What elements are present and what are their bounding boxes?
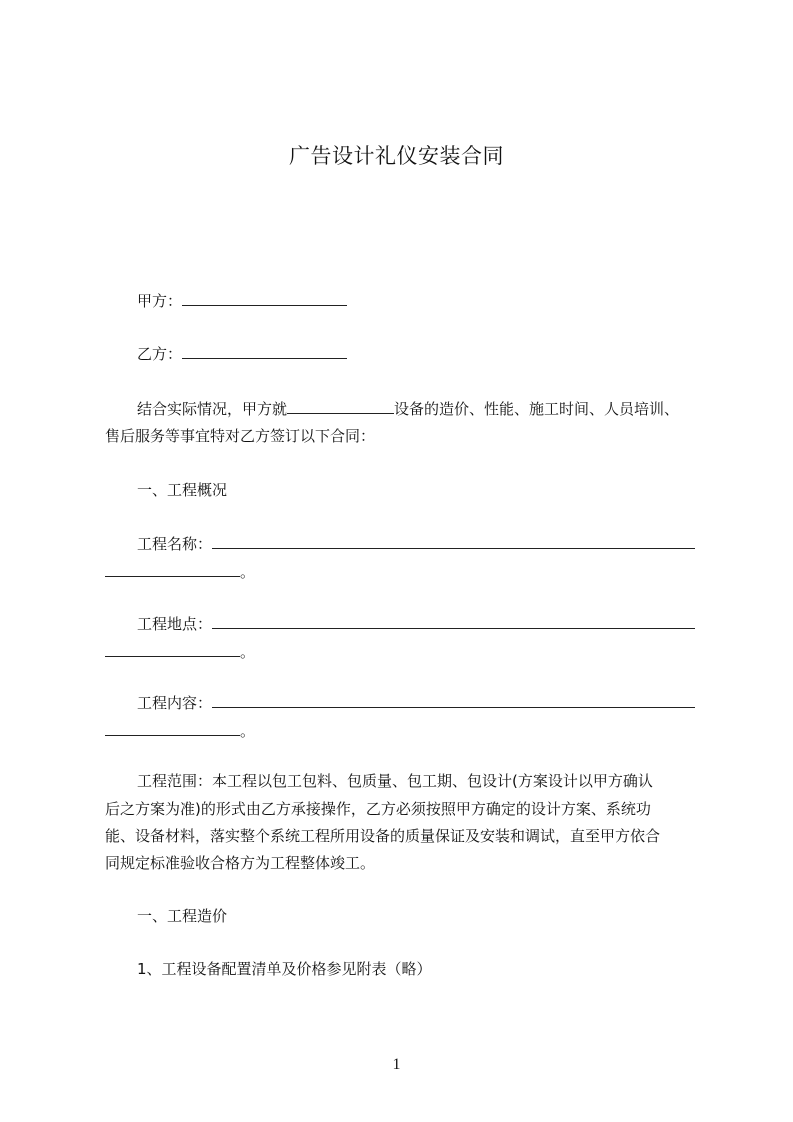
project-name-line-2 <box>105 561 255 582</box>
project-content-line <box>137 692 695 713</box>
party-a-blank[interactable] <box>182 290 347 306</box>
project-location-blank-2[interactable] <box>105 641 240 657</box>
scope-line-3: 能、设备材料，落实整个系统工程所用设备的质量保证及安装和调试，直至甲方依合 <box>105 827 661 845</box>
party-b-label: 乙方： <box>137 345 183 363</box>
document-title: 广告设计礼仪安装合同 <box>289 144 504 168</box>
project-location-label: 工程地点： <box>137 615 213 633</box>
party-a-label: 甲方： <box>137 292 183 310</box>
intro-line-1 <box>137 398 679 419</box>
project-location-blank[interactable] <box>212 613 695 629</box>
party-b-line <box>137 343 347 364</box>
intro-text-part1: 结合实际情况，甲方就 <box>137 400 288 418</box>
project-location-line <box>137 613 695 634</box>
intro-line-2: 售后服务等事宜特对乙方签订以下合同： <box>105 427 376 445</box>
project-content-end-mark: 。 <box>240 722 256 740</box>
intro-text-part2: 设备的造价、性能、施工时间、人员培训、 <box>394 400 680 418</box>
project-content-label: 工程内容： <box>137 694 213 712</box>
party-b-blank[interactable] <box>182 343 347 359</box>
party-a-line <box>137 290 347 311</box>
project-name-blank[interactable] <box>212 533 695 549</box>
project-name-line <box>137 533 695 554</box>
section-2-heading: 一、工程造价 <box>137 907 228 925</box>
project-location-end-mark: 。 <box>240 643 256 661</box>
scope-line-1: 工程范围：本工程以包工包料、包质量、包工期、包设计(方案设计以甲方确认 <box>137 772 653 790</box>
equipment-blank[interactable] <box>287 398 394 414</box>
section-1-heading: 一、工程概况 <box>137 481 228 499</box>
project-content-line-2 <box>105 720 255 741</box>
project-content-blank-2[interactable] <box>105 720 240 736</box>
project-location-line-2 <box>105 641 255 662</box>
project-name-end-mark: 。 <box>240 563 256 581</box>
scope-line-4: 同规定标准验收合格方为工程整体竣工。 <box>105 854 376 872</box>
page-number: 1 <box>392 1056 401 1073</box>
project-name-blank-2[interactable] <box>105 561 240 577</box>
project-name-label: 工程名称： <box>137 535 213 553</box>
project-content-blank[interactable] <box>212 692 695 708</box>
item-1: 1、工程设备配置清单及价格参见附表（略） <box>137 960 432 978</box>
scope-line-2: 后之方案为准)的形式由乙方承接操作，乙方必须按照甲方确定的设计方案、系统功 <box>105 800 651 818</box>
